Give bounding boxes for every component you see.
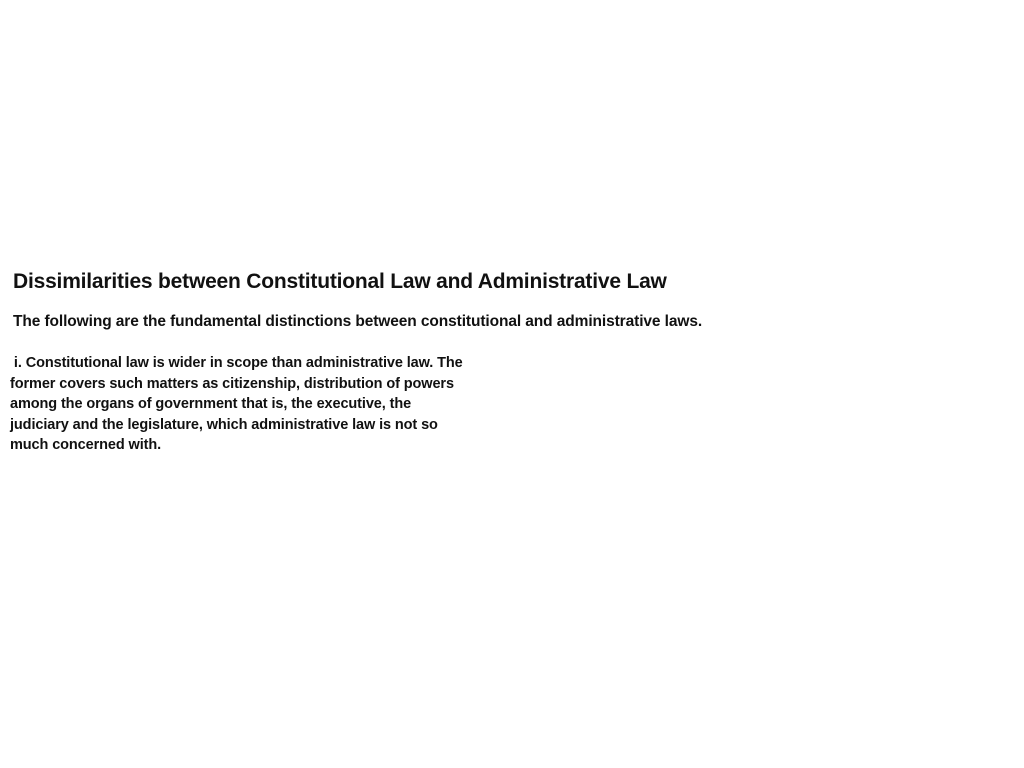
intro-paragraph: The following are the fundamental distinctions between constitutional and administrative laws.: [13, 313, 703, 330]
point-line: much concerned with.: [10, 437, 162, 454]
point-line: former covers such matters as citizenship, distribution of powers: [10, 375, 454, 392]
page-heading: Dissimilarities between Constitutional Law and Administrative Law: [13, 270, 667, 293]
point-line: i. Constitutional law is wider in scope than administrative law. The: [10, 355, 463, 371]
point-item-1: [10, 353, 500, 456]
point-line: judiciary and the legislature, which administrative law is not so: [10, 416, 438, 433]
point-line: among the organs of government that is, the executive, the: [10, 396, 412, 413]
